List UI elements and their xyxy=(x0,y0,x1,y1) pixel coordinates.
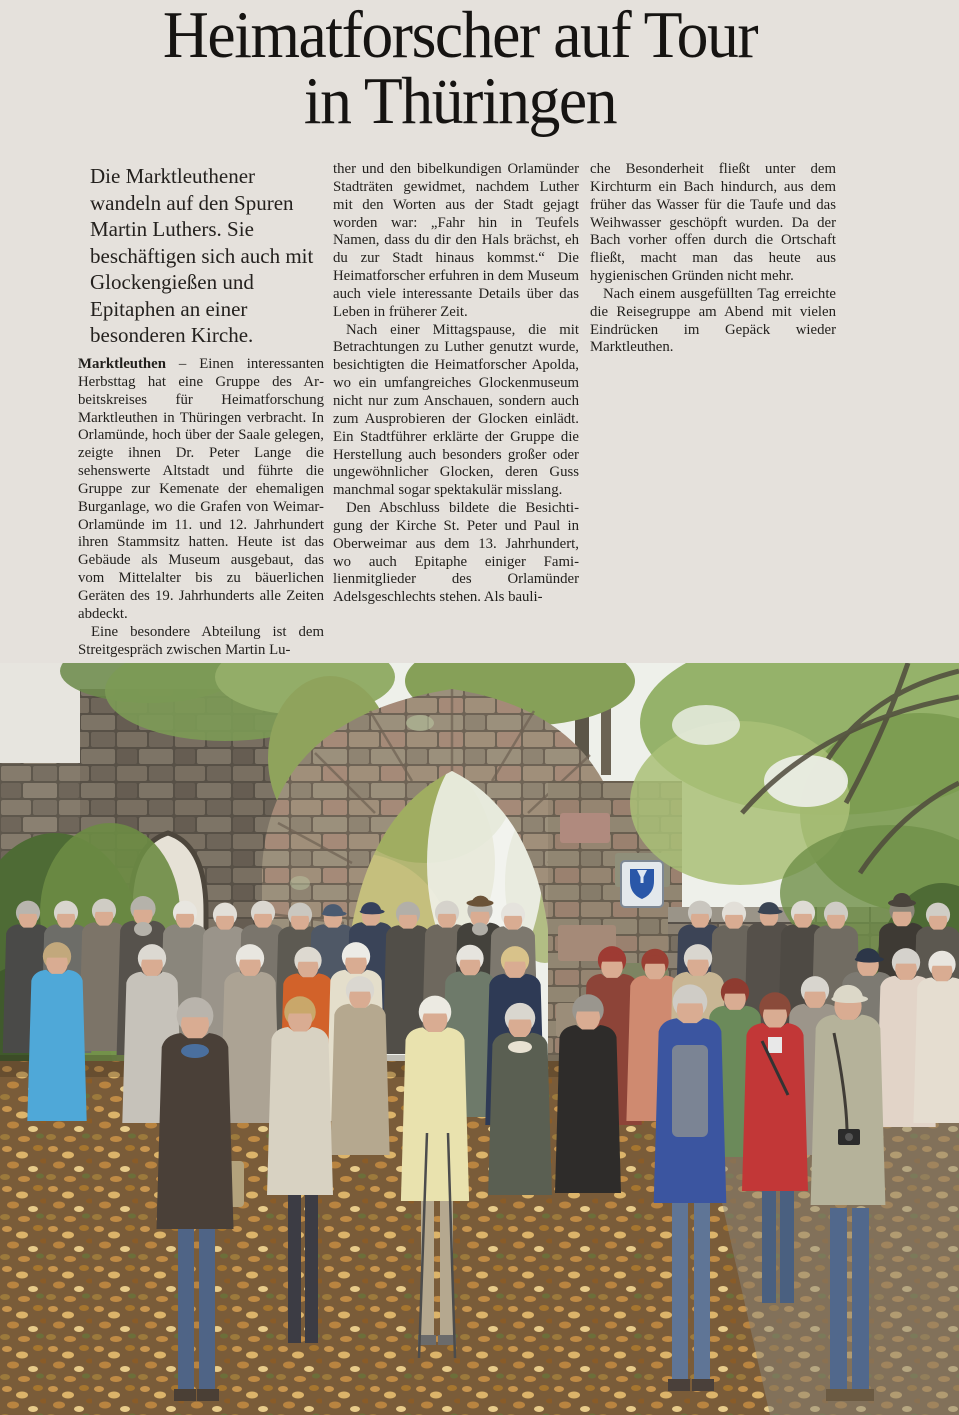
shield-plaque xyxy=(621,861,663,907)
article-column-3 xyxy=(590,161,836,357)
paragraph-text: – Einen interessanten Herbsttag hat eine Gruppe des Arbeitskreises für Heimatforschung Marktleuthen in Thüringen verbracht. In Orlamünde, hoch über der Saale gelegen, zeigte ihnen Dr. Peter Lange die sehenswerte Altstadt und führte die Gruppe zur Kemenate der ehemaligen Burganlage, wo die Grafen von Weimar-Orlamünde im 11. und 12. Jahrhundert ihren Stammsitz hatten. Heute ist das Gebäude als Museum ausgebaut, das vom Mittelalter bis zu bäuerlichen Geräten des 19. Jahrhunderts alle Zeiten abdeckt. xyxy=(78,356,324,622)
group-photo xyxy=(0,663,959,1415)
article-column-2 xyxy=(333,161,579,607)
article-column-1 xyxy=(78,356,324,659)
paragraph: Den Abschluss bildete die Besichtigung der Kirche St. Peter und Paul in Oberweimar aus dem 13. Jahrhundert, wo auch Epitaphe einiger Familienmitglieder des Orlamünder Adelsgeschlechts stehen. Als bauli- xyxy=(333,500,579,606)
blue-scarf xyxy=(181,1044,209,1058)
headline-line-2: in Thüringen xyxy=(303,64,617,138)
headline-line-1: Heimatforscher auf Tour xyxy=(162,0,758,72)
dateline: Marktleuthen xyxy=(78,356,166,372)
paragraph: Nach einem ausgefüllten Tag erreichte die Reisegruppe am Abend mit vielen Eindrücken im Gepäck wieder Marktleuthen. xyxy=(590,285,836,356)
paragraph: ther und den bibelkundigen Orlamünder Stadträten gewidmet, nachdem Luther mit den Worten aus der Stadt gejagt worden war: „Fahr hin in Teufels Namen, dass du dir den Hals brächst, eh du zur Stadt hinaus kommst.“ Die Heimatforscher erfuhren in dem Museum auch viele interessante Details über das Leben in früherer Zeit. xyxy=(333,161,579,320)
article-headline xyxy=(0,0,920,138)
paragraph: Eine besondere Abteilung ist dem Streitgespräch zwischen Martin Lu- xyxy=(78,623,324,658)
article-lead: Die Marktleuthener wandeln auf den Spuren Martin Luthers. Sie beschäftigen sich auch mit Glockengießen und Epitaphen an einer besonderen Kirche. xyxy=(90,164,314,347)
paragraph: Nach einer Mittagspause, die mit Betrachtungen zu Luther genutzt wurde, besichtigten die Heimatforscher Apolda, wo ein umfangreiches Glockenmuseum nicht nur zum Anschauen, sondern auch zum Ausprobieren der Glocken einlädt. Ein Stadtführer erklärte der Gruppe die Herstellung auch besonders großer oder ungewöhnlicher Glocken, deren Guss manchmal sogar spektakulär misslang. xyxy=(333,321,579,499)
paragraph: che Besonderheit fließt unter dem Kirchturm ein Bach hindurch, aus dem früher das Wasser für die Taufe und das Weihwasser geschöpft wurden. Da der Bach vorher offen durch die Ortschaft fließt, macht man das heute aus hygienischen Gründen nicht mehr. xyxy=(590,161,836,285)
paragraph xyxy=(78,356,324,624)
